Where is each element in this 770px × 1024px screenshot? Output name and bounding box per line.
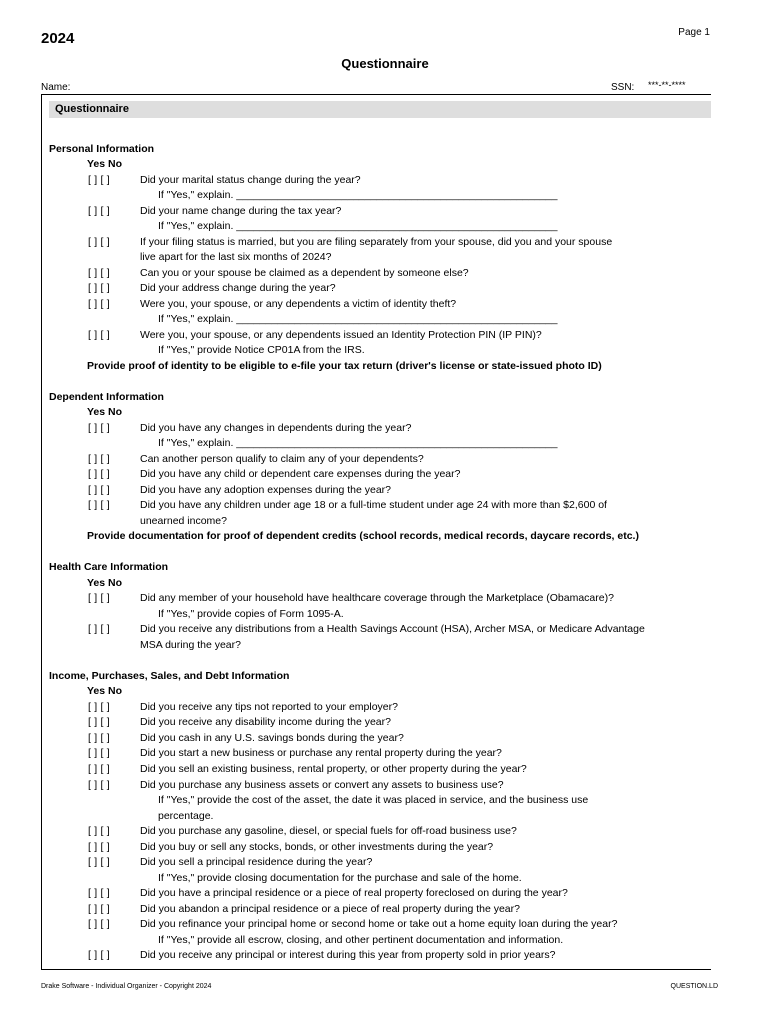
question: Did you purchase any gasoline, diesel, or special fuels for off-road business use? [140, 825, 517, 837]
tax-year: 2024 [41, 30, 75, 47]
checkbox-pair[interactable]: [ ] [ ] [88, 779, 110, 791]
question: Did you have a principal residence or a piece of real property foreclosed on during the year? [140, 887, 568, 899]
footer-form-id: QUESTION.LD [670, 983, 718, 990]
checkbox-pair[interactable]: [ ] [ ] [88, 732, 110, 744]
section-note: Provide proof of identity to be eligible to e-file your tax return (driver's license or state-issued photo ID) [87, 360, 602, 372]
yes-no-header: Yes No [87, 685, 123, 697]
checkbox-pair[interactable]: [ ] [ ] [88, 903, 110, 915]
question-note: If "Yes," provide all escrow, closing, and other pertinent documentation and information. [158, 934, 564, 946]
question: Did you buy or sell any stocks, bonds, or other investments during the year? [140, 841, 494, 853]
page-title: Questionnaire [341, 56, 429, 71]
question: Did you receive any tips not reported to your employer? [140, 701, 398, 713]
checkbox-pair[interactable]: [ ] [ ] [88, 841, 110, 853]
checkbox-pair[interactable]: [ ] [ ] [88, 236, 110, 248]
question: Were you, your spouse, or any dependents issued an Identity Protection PIN (IP PIN)? [140, 329, 542, 341]
section-title-health: Health Care Information [49, 561, 169, 573]
question-note: If "Yes," provide closing documentation for the purchase and sale of the home. [158, 872, 522, 884]
section-title-personal: Personal Information [49, 143, 155, 155]
checkbox-pair[interactable]: [ ] [ ] [88, 205, 110, 217]
checkbox-pair[interactable]: [ ] [ ] [88, 174, 110, 186]
ssn-value: ***-**-**** [648, 80, 686, 90]
checkbox-pair[interactable]: [ ] [ ] [88, 949, 110, 961]
checkbox-pair[interactable]: [ ] [ ] [88, 716, 110, 728]
section-note: Provide documentation for proof of dependent credits (school records, medical records, daycare records, etc.) [87, 530, 639, 542]
question-note: percentage. [158, 810, 214, 822]
checkbox-pair[interactable]: [ ] [ ] [88, 918, 110, 930]
question: Did your marital status change during the year? [140, 174, 361, 186]
checkbox-pair[interactable]: [ ] [ ] [88, 887, 110, 899]
checkbox-pair[interactable]: [ ] [ ] [88, 484, 110, 496]
ssn-label: SSN: [611, 82, 635, 93]
section-bar [49, 101, 711, 118]
section-title-income: Income, Purchases, Sales, and Debt Information [49, 670, 290, 682]
yes-no-header: Yes No [87, 406, 123, 418]
question: Did you receive any distributions from a Health Savings Account (HSA), Archer MSA, or Medicare Advantage [140, 623, 645, 635]
footer-copyright: Drake Software - Individual Organizer - Copyright 2024 [41, 983, 212, 990]
checkbox-pair[interactable]: [ ] [ ] [88, 468, 110, 480]
question: Can another person qualify to claim any of your dependents? [140, 453, 424, 465]
question: Did you start a new business or purchase any rental property during the year? [140, 747, 502, 759]
checkbox-pair[interactable]: [ ] [ ] [88, 856, 110, 868]
question-note: If "Yes," provide the cost of the asset, the date it was placed in service, and the business use [158, 794, 589, 806]
question-continued: unearned income? [140, 515, 227, 527]
question: If your filing status is married, but you are filing separately from your spouse, did you and your spouse [140, 236, 613, 248]
question-continued: MSA during the year? [140, 639, 241, 651]
checkbox-pair[interactable]: [ ] [ ] [88, 623, 110, 635]
question: Can you or your spouse be claimed as a dependent by someone else? [140, 267, 469, 279]
question: Did you have any children under age 18 or a full-time student under age 24 with more than $2,600 of [140, 499, 607, 511]
checkbox-pair[interactable]: [ ] [ ] [88, 701, 110, 713]
checkbox-pair[interactable]: [ ] [ ] [88, 499, 110, 511]
checkbox-pair[interactable]: [ ] [ ] [88, 747, 110, 759]
question: Did you purchase any business assets or convert any assets to business use? [140, 779, 504, 791]
question: Did you have any adoption expenses during the year? [140, 484, 392, 496]
question: Did you sell an existing business, rental property, or other property during the year? [140, 763, 527, 775]
explain-line[interactable]: If "Yes," explain. _______________________________________________________ [158, 220, 558, 232]
checkbox-pair[interactable]: [ ] [ ] [88, 825, 110, 837]
checkbox-pair[interactable]: [ ] [ ] [88, 453, 110, 465]
checkbox-pair[interactable]: [ ] [ ] [88, 763, 110, 775]
checkbox-pair[interactable]: [ ] [ ] [88, 267, 110, 279]
question: Did you receive any disability income during the year? [140, 716, 391, 728]
yes-no-header: Yes No [87, 577, 123, 589]
explain-line[interactable]: If "Yes," explain. _______________________________________________________ [158, 189, 558, 201]
question: Did your name change during the tax year? [140, 205, 342, 217]
checkbox-pair[interactable]: [ ] [ ] [88, 298, 110, 310]
question: Did you sell a principal residence during the year? [140, 856, 373, 868]
checkbox-pair[interactable]: [ ] [ ] [88, 592, 110, 604]
question: Did you refinance your principal home or second home or take out a home equity loan during the year? [140, 918, 618, 930]
checkbox-pair[interactable]: [ ] [ ] [88, 329, 110, 341]
question: Did you abandon a principal residence or a piece of real property during the year? [140, 903, 520, 915]
question-note: If "Yes," provide copies of Form 1095-A. [158, 608, 344, 620]
yes-no-header: Yes No [87, 158, 123, 170]
explain-line[interactable]: If "Yes," explain. _______________________________________________________ [158, 437, 558, 449]
question: Did you have any changes in dependents during the year? [140, 422, 412, 434]
question: Did your address change during the year? [140, 282, 336, 294]
question-continued: live apart for the last six months of 2024? [140, 251, 332, 263]
explain-line[interactable]: If "Yes," explain. _______________________________________________________ [158, 313, 558, 325]
checkbox-pair[interactable]: [ ] [ ] [88, 422, 110, 434]
question: Did any member of your household have healthcare coverage through the Marketplace (Obamacare)? [140, 592, 614, 604]
question: Were you, your spouse, or any dependents a victim of identity theft? [140, 298, 457, 310]
question: Did you receive any principal or interest during this year from property sold in prior years? [140, 949, 556, 961]
section-bar-title: Questionnaire [55, 103, 129, 115]
question-note: If "Yes," provide Notice CP01A from the IRS. [158, 344, 365, 356]
name-label: Name: [41, 82, 71, 93]
question: Did you cash in any U.S. savings bonds during the year? [140, 732, 404, 744]
question: Did you have any child or dependent care expenses during the year? [140, 468, 461, 480]
section-title-dependent: Dependent Information [49, 391, 164, 403]
checkbox-pair[interactable]: [ ] [ ] [88, 282, 110, 294]
page-number: Page 1 [678, 27, 710, 38]
